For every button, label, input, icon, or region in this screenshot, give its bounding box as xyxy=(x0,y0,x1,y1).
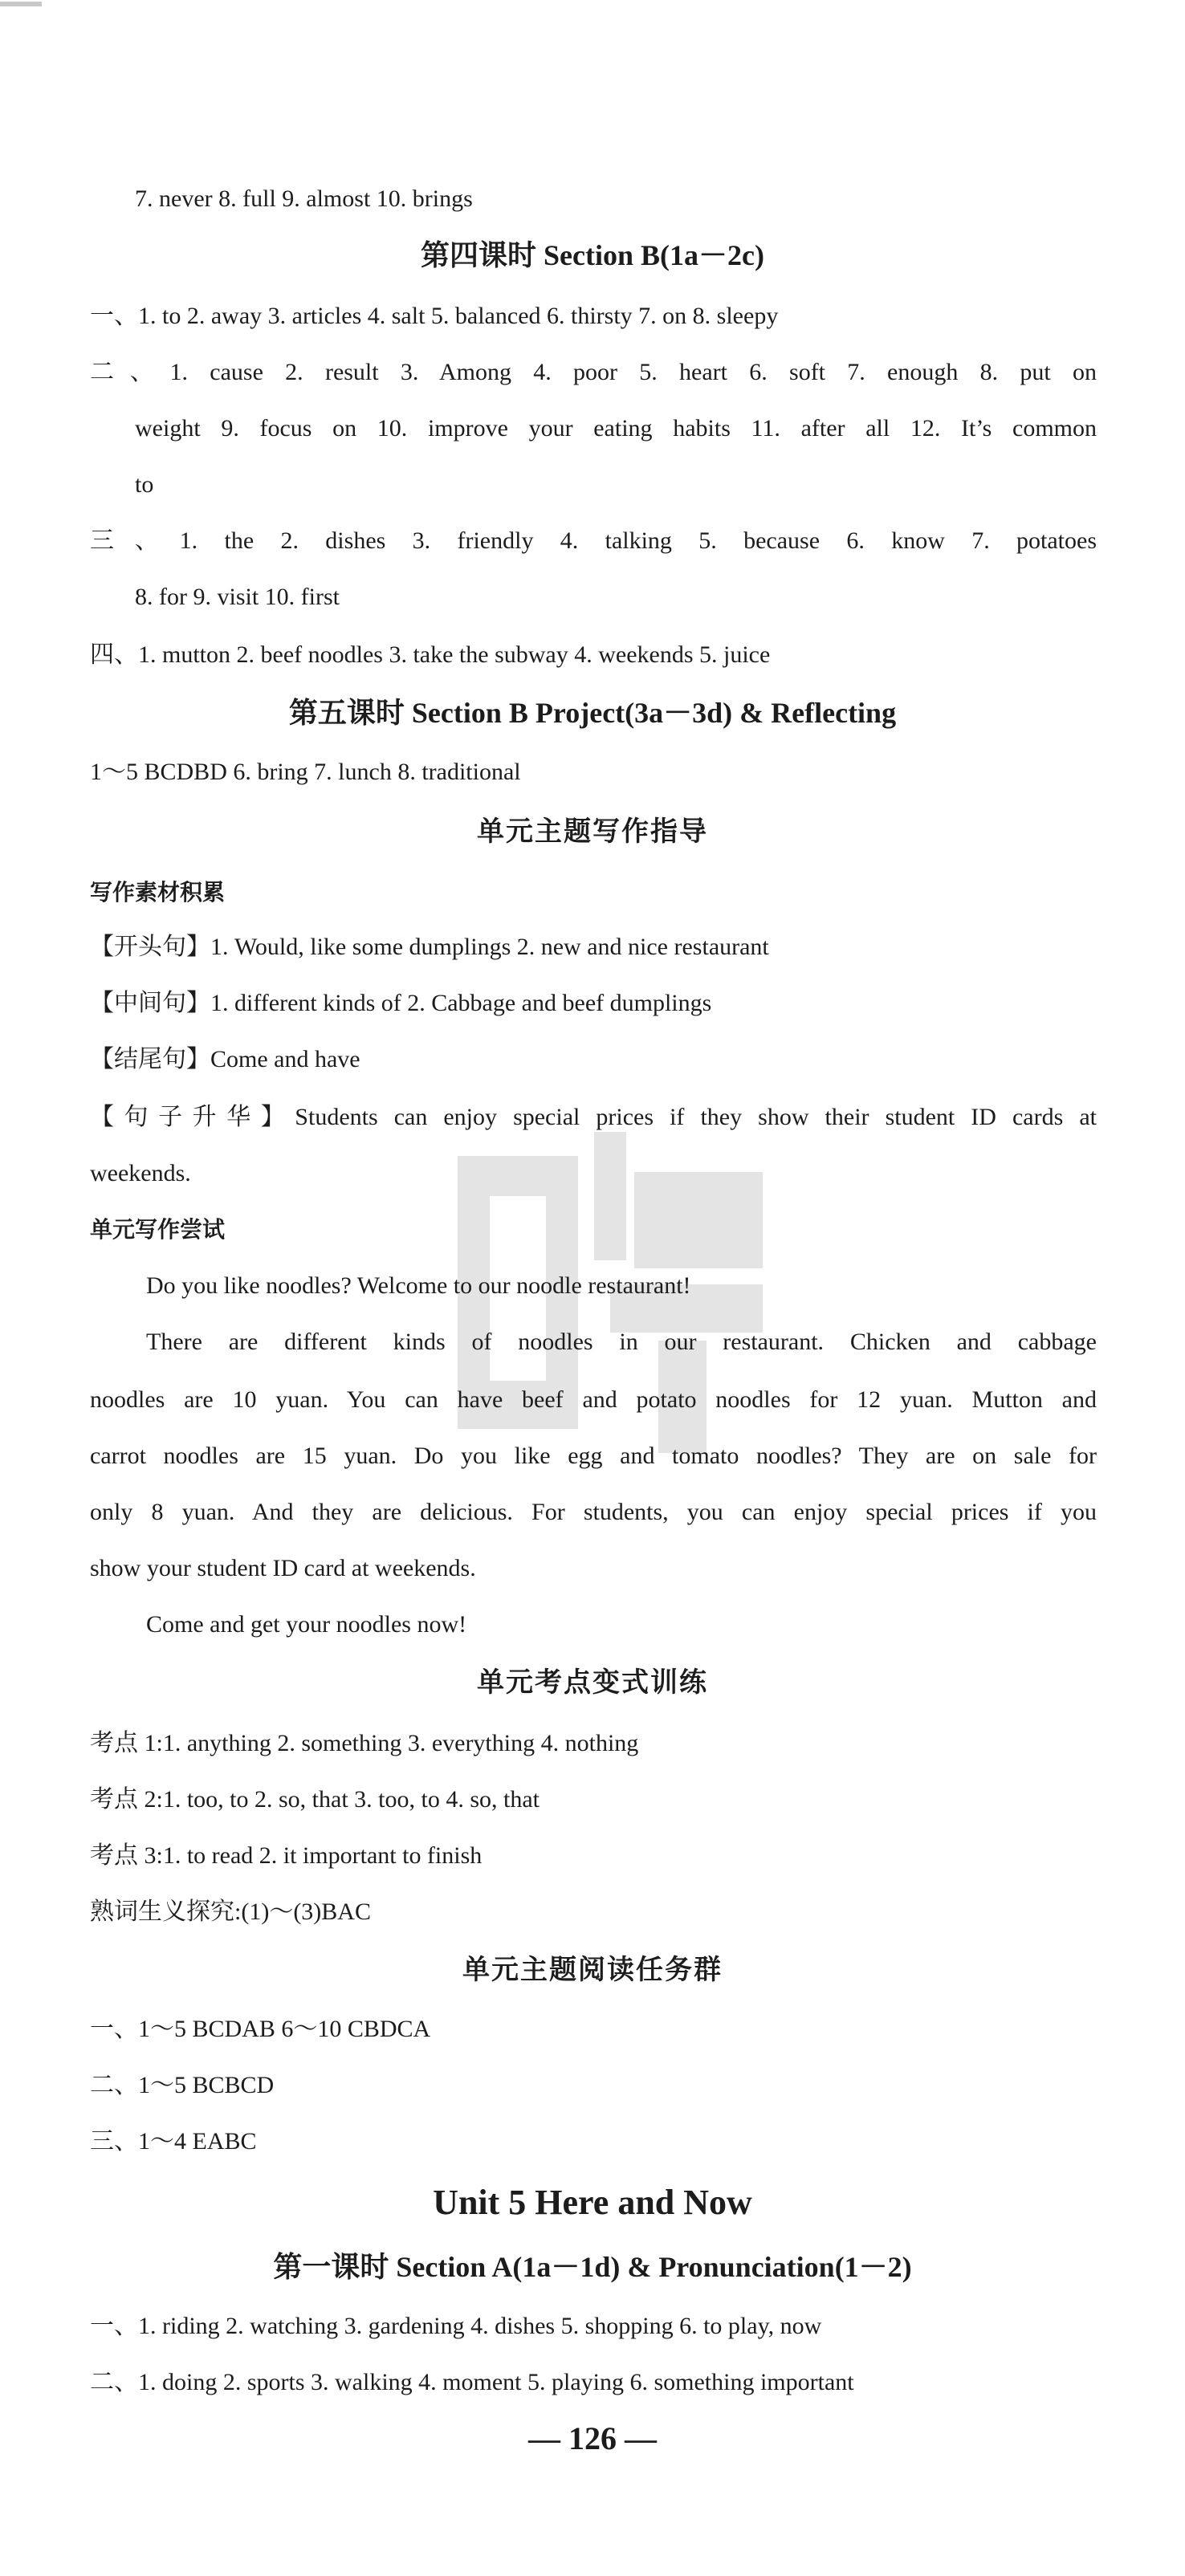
scan-edge-mark xyxy=(0,0,48,11)
essay-line: show your student ID card at weekends. xyxy=(90,1555,476,1581)
essay-line: carrot noodles are 15 yuan. Do you like egg and tomato noodles? They are on sale for xyxy=(90,1443,1097,1469)
answer-line: weekends. xyxy=(90,1160,191,1186)
answer-line: 二、1～5 BCBCD xyxy=(90,2072,275,2098)
answer-line: 三、1. the 2. dishes 3. friendly 4. talking 5. because 6. know 7. potatoes xyxy=(90,527,1097,554)
section-heading: 单元考点变式训练 xyxy=(477,1666,708,1699)
answer-line: 【中间句】1. different kinds of 2. Cabbage and beef dumplings xyxy=(90,990,712,1016)
answer-line: 一、1. to 2. away 3. articles 4. salt 5. balanced 6. thirsty 7. on 8. sleepy xyxy=(90,303,779,329)
essay-line: Do you like noodles? Welcome to our noodle restaurant! xyxy=(146,1272,691,1299)
page-number: — 126 — xyxy=(528,2420,657,2456)
essay-line: There are different kinds of noodles in our restaurant. Chicken and cabbage xyxy=(146,1329,1097,1355)
answer-line: 7. never 8. full 9. almost 10. brings xyxy=(135,185,473,212)
answer-line: 【结尾句】Come and have xyxy=(90,1046,360,1072)
answer-line: 二、1. cause 2. result 3. Among 4. poor 5. heart 6. soft 7. enough 8. put on xyxy=(90,359,1097,385)
essay-line: Come and get your noodles now! xyxy=(146,1611,467,1638)
answer-line: 【句子升华】Students can enjoy special prices if they show their student ID cards at xyxy=(90,1104,1097,1130)
answer-line: to xyxy=(135,471,154,498)
answer-line: 三、1～4 EABC xyxy=(90,2128,257,2155)
answer-line: 考点 2:1. too, to 2. so, that 3. too, to 4. so, that xyxy=(90,1786,540,1813)
section-heading: 单元主题阅读任务群 xyxy=(462,1954,723,1986)
answer-line: 一、1. riding 2. watching 3. gardening 4. dishes 5. shopping 6. to play, now xyxy=(90,2313,822,2339)
answer-line: 1～5 BCDBD 6. bring 7. lunch 8. traditional xyxy=(90,759,521,785)
answer-line: weight 9. focus on 10. improve your eating habits 11. after all 12. It’s common xyxy=(135,415,1097,442)
unit-title: Unit 5 Here and Now xyxy=(433,2183,752,2222)
answer-line: 四、1. mutton 2. beef noodles 3. take the subway 4. weekends 5. juice xyxy=(90,641,771,668)
sub-heading: 单元写作尝试 xyxy=(90,1216,226,1243)
answer-line: 【开头句】1. Would, like some dumplings 2. new and nice restaurant xyxy=(90,934,769,960)
essay-line: noodles are 10 yuan. You can have beef and potato noodles for 12 yuan. Mutton and xyxy=(90,1386,1097,1413)
section-heading: 单元主题写作指导 xyxy=(477,816,708,848)
lesson-heading: 第五课时 Section B Project(3a－3d) & Reflecting xyxy=(288,697,897,729)
lesson-heading: 第四课时 Section B(1a－2c) xyxy=(421,239,764,271)
sub-heading: 写作素材积累 xyxy=(90,879,226,905)
answer-line: 一、1～5 BCDAB 6～10 CBDCA xyxy=(90,2016,431,2042)
answer-line: 考点 3:1. to read 2. it important to finish xyxy=(90,1842,483,1869)
answer-line: 二、1. doing 2. sports 3. walking 4. moment 5. playing 6. something important xyxy=(90,2369,854,2395)
answer-line: 8. for 9. visit 10. first xyxy=(135,584,340,610)
essay-line: only 8 yuan. And they are delicious. For students, you can enjoy special prices if you xyxy=(90,1499,1097,1525)
answer-line: 考点 1:1. anything 2. something 3. everything 4. nothing xyxy=(90,1730,639,1756)
answer-line: 熟词生义探究:(1)～(3)BAC xyxy=(90,1898,371,1925)
lesson-heading: 第一课时 Section A(1a－1d) & Pronunciation(1－2) xyxy=(273,2251,912,2283)
